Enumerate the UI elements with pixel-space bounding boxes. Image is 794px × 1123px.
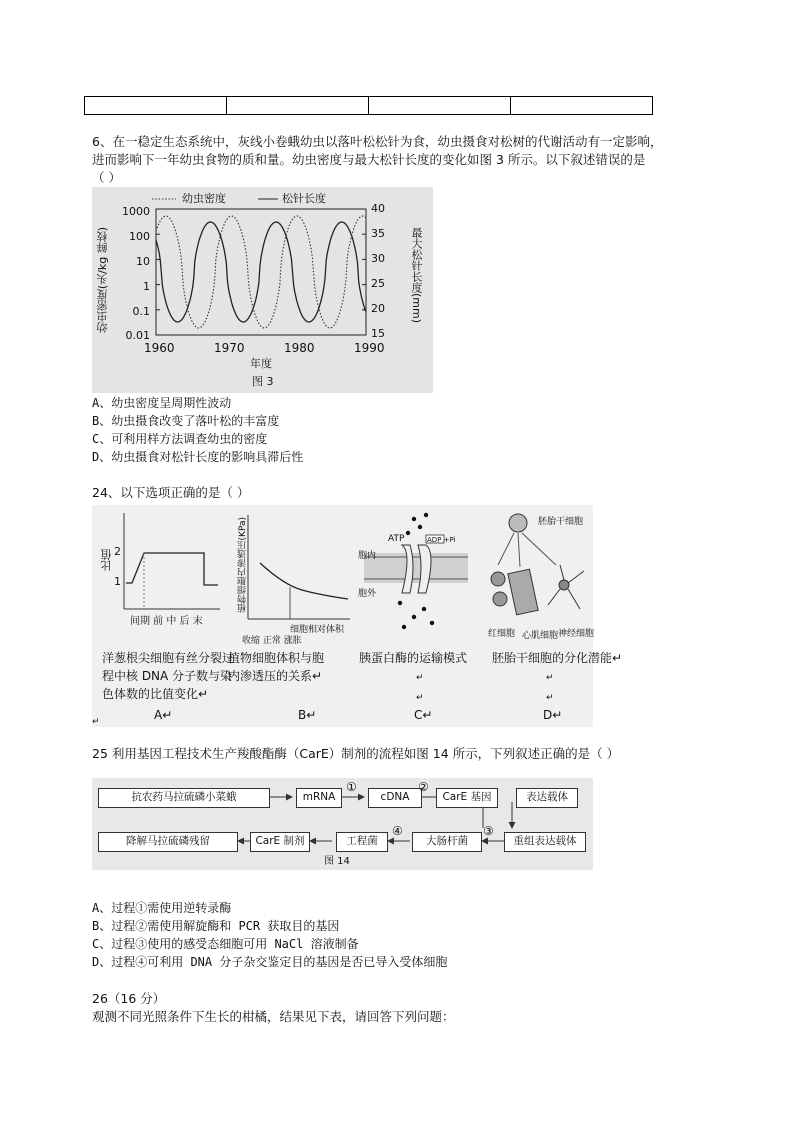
- stem-cell: [509, 514, 527, 532]
- caption-b-line1: 植物细胞体积与胞: [228, 651, 325, 665]
- step-2: ②: [418, 780, 429, 794]
- table-cell: [227, 97, 369, 115]
- flow-node-4: CarE 基因: [436, 788, 498, 808]
- q24-figure: [92, 505, 623, 727]
- molecule-dot: [424, 513, 428, 517]
- q25-option-d: D、过程④可利用 DNA 分子杂交鉴定目的基因是否已导入受体细胞: [92, 955, 448, 969]
- q26-stem: 26（16 分）: [92, 991, 166, 1006]
- return-mark: ↵: [416, 673, 424, 683]
- q24-panel-c-diagram: [354, 505, 474, 640]
- panel-a-ylabel: 比值: [100, 549, 113, 571]
- panel-d-c1: 红细胞: [488, 629, 516, 639]
- q6-ytick-right: 30: [371, 252, 385, 265]
- caption-d: 胚胎干细胞的分化潜能↵: [492, 651, 623, 665]
- flow-node-8: 工程菌: [336, 832, 388, 852]
- q6-xtick: 1970: [214, 341, 245, 355]
- q6-ytick-left: 10: [136, 255, 150, 268]
- red-cell: [491, 572, 505, 586]
- caption-a-line1: 洋葱根尖细胞有丝分裂过: [102, 651, 235, 665]
- q25-option-a: A、过程①需使用逆转录酶: [92, 901, 232, 915]
- panel-b-xlabel: 细胞相对体积: [290, 625, 345, 635]
- panel-a-stages: 间期 前 中 后 末: [130, 616, 203, 627]
- panel-d-c2: 心肌细胞: [522, 631, 559, 641]
- table-cell: [85, 97, 227, 115]
- molecule-dot: [430, 621, 434, 625]
- molecule-dot: [422, 607, 426, 611]
- molecule-dot: [402, 625, 406, 629]
- molecule-dot: [406, 531, 410, 535]
- panel-c-adp: ADP +Pi: [427, 536, 456, 544]
- step-1: ①: [346, 780, 357, 794]
- q6-ytick-left: 0.01: [125, 329, 150, 342]
- q24-panel-b-chart: [232, 505, 352, 640]
- arrow: [498, 533, 514, 565]
- option-label-b: B↵: [298, 708, 317, 722]
- panel-d-c3: 神经细胞: [558, 629, 595, 639]
- return-mark: ↵: [546, 693, 554, 703]
- q6-ytick-right: 35: [371, 227, 385, 240]
- q26-text: 观测不同光照条件下生长的柑橘，结果见下表，请回答下列问题：: [92, 1009, 455, 1024]
- caption-c: 胰蛋白酶的运输模式: [359, 651, 468, 665]
- return-mark: ↵: [92, 717, 100, 727]
- q25-flowchart: [92, 778, 593, 870]
- q6-ylabel-left: 幼虫密度(头/kg 鲜枝): [96, 227, 109, 334]
- panel-c-label-out: 胞外: [358, 589, 377, 599]
- caption-a-line2: 程中核 DNA 分子数与染: [102, 669, 233, 683]
- red-cell: [493, 592, 507, 606]
- q6-figure: [92, 187, 433, 393]
- q6-legend-length: 松针长度: [282, 192, 326, 205]
- molecule-dot: [418, 525, 422, 529]
- q25-option-c: C、过程③使用的感受态细胞可用 NaCl 溶液制备: [92, 937, 359, 951]
- q6-ylabel-right: 最大松针长度(mm): [410, 227, 423, 324]
- q6-option-a: A、幼虫密度呈周期性波动: [92, 396, 232, 410]
- q6-ytick-right: 25: [371, 277, 385, 290]
- q6-stem-line3: （ ）: [92, 170, 121, 185]
- table-fragment: [84, 96, 653, 115]
- q25-caption: 图 14: [324, 856, 350, 867]
- nerve-cell: [548, 565, 584, 609]
- q6-option-c: C、可利用样方法调查幼虫的密度: [92, 432, 268, 446]
- q6-length-line: [156, 222, 366, 322]
- q6-option-b: B、幼虫摄食改变了落叶松的丰富度: [92, 414, 280, 428]
- molecule-dot: [412, 517, 416, 521]
- flow-node-6: 重组表达载体: [504, 832, 586, 852]
- q6-ytick-right: 15: [371, 327, 385, 340]
- q6-ytick-left: 1: [143, 280, 150, 293]
- caption-a-line3: 色体数的比值变化↵: [102, 687, 209, 701]
- q6-ytick-left: 100: [129, 230, 150, 243]
- muscle-cell: [508, 569, 538, 615]
- q6-density-line: [156, 216, 366, 328]
- flow-node-2: mRNA: [296, 788, 342, 808]
- step-3: ③: [483, 824, 494, 838]
- option-label-c: C↵: [414, 708, 433, 722]
- q6-ytick-right: 20: [371, 302, 385, 315]
- step-4: ④: [392, 824, 403, 838]
- panel-d-top: 胚胎干细胞: [538, 517, 584, 527]
- molecule-dot: [398, 601, 402, 605]
- panel-a-tick-1: 1: [114, 575, 121, 588]
- q6-ytick-right: 40: [371, 202, 385, 215]
- flow-node-7: 大肠杆菌: [412, 832, 482, 852]
- return-mark: ↵: [546, 673, 554, 683]
- option-label-d: D↵: [543, 708, 563, 722]
- panel-b-curve: [260, 563, 348, 599]
- return-mark: ↵: [416, 693, 424, 703]
- q25-option-b: B、过程②需使用解旋酶和 PCR 获取目的基因: [92, 919, 340, 933]
- panel-a-ratio-line: [126, 553, 218, 585]
- table-cell: [369, 97, 511, 115]
- molecule-dot: [412, 615, 416, 619]
- q6-ytick-left: 1000: [122, 205, 150, 218]
- q6-xtick: 1960: [144, 341, 175, 355]
- q6-stem-line1: 6、在一稳定生态系统中，灰线小卷蛾幼虫以落叶松松针为食，幼虫摄食对松树的代谢活动有一定影响，: [92, 134, 663, 149]
- panel-b-states: 收缩 正常 涨胀: [242, 636, 302, 646]
- q6-caption: 图 3: [252, 375, 274, 388]
- flow-node-10: 降解马拉硫磷残留: [98, 832, 238, 852]
- q6-stem-line2: 进而影响下一年幼虫食物的质和量。幼虫密度与最大松针长度的变化如图 3 所示。以下叙述错误的是: [92, 152, 646, 167]
- q6-xtick: 1990: [354, 341, 385, 355]
- flow-node-1: 抗农药马拉硫磷小菜蛾: [98, 788, 270, 808]
- panel-c-label-in: 胞内: [358, 551, 377, 561]
- q6-legend-density: 幼虫密度: [182, 192, 226, 205]
- panel-b-ylabel: 植物细胞内渗透压(KPa): [238, 517, 248, 613]
- panel-c-atp: ATP: [388, 534, 405, 544]
- caption-b-line2: 内渗透压的关系↵: [228, 669, 323, 683]
- option-label-a: A↵: [154, 708, 173, 722]
- q6-option-d: D、幼虫摄食对松针长度的影响具滞后性: [92, 450, 304, 464]
- flow-node-9: CarE 制剂: [250, 832, 310, 852]
- arrow: [522, 533, 556, 565]
- flow-node-5: 表达载体: [516, 788, 578, 808]
- q6-xlabel: 年度: [250, 357, 272, 370]
- q24-stem: 24、以下选项正确的是（ ）: [92, 485, 250, 500]
- table-cell: [511, 97, 653, 115]
- arrow: [518, 533, 520, 567]
- q6-ytick-left: 0.1: [132, 305, 150, 318]
- q6-xtick: 1980: [284, 341, 315, 355]
- q25-stem: 25 利用基因工程技术生产羧酸酯酶（CarE）制剂的流程如图 14 所示，下列叙述正确的是（ ）: [92, 746, 620, 761]
- panel-a-tick-2: 2: [114, 545, 121, 558]
- flow-node-3: cDNA: [368, 788, 422, 808]
